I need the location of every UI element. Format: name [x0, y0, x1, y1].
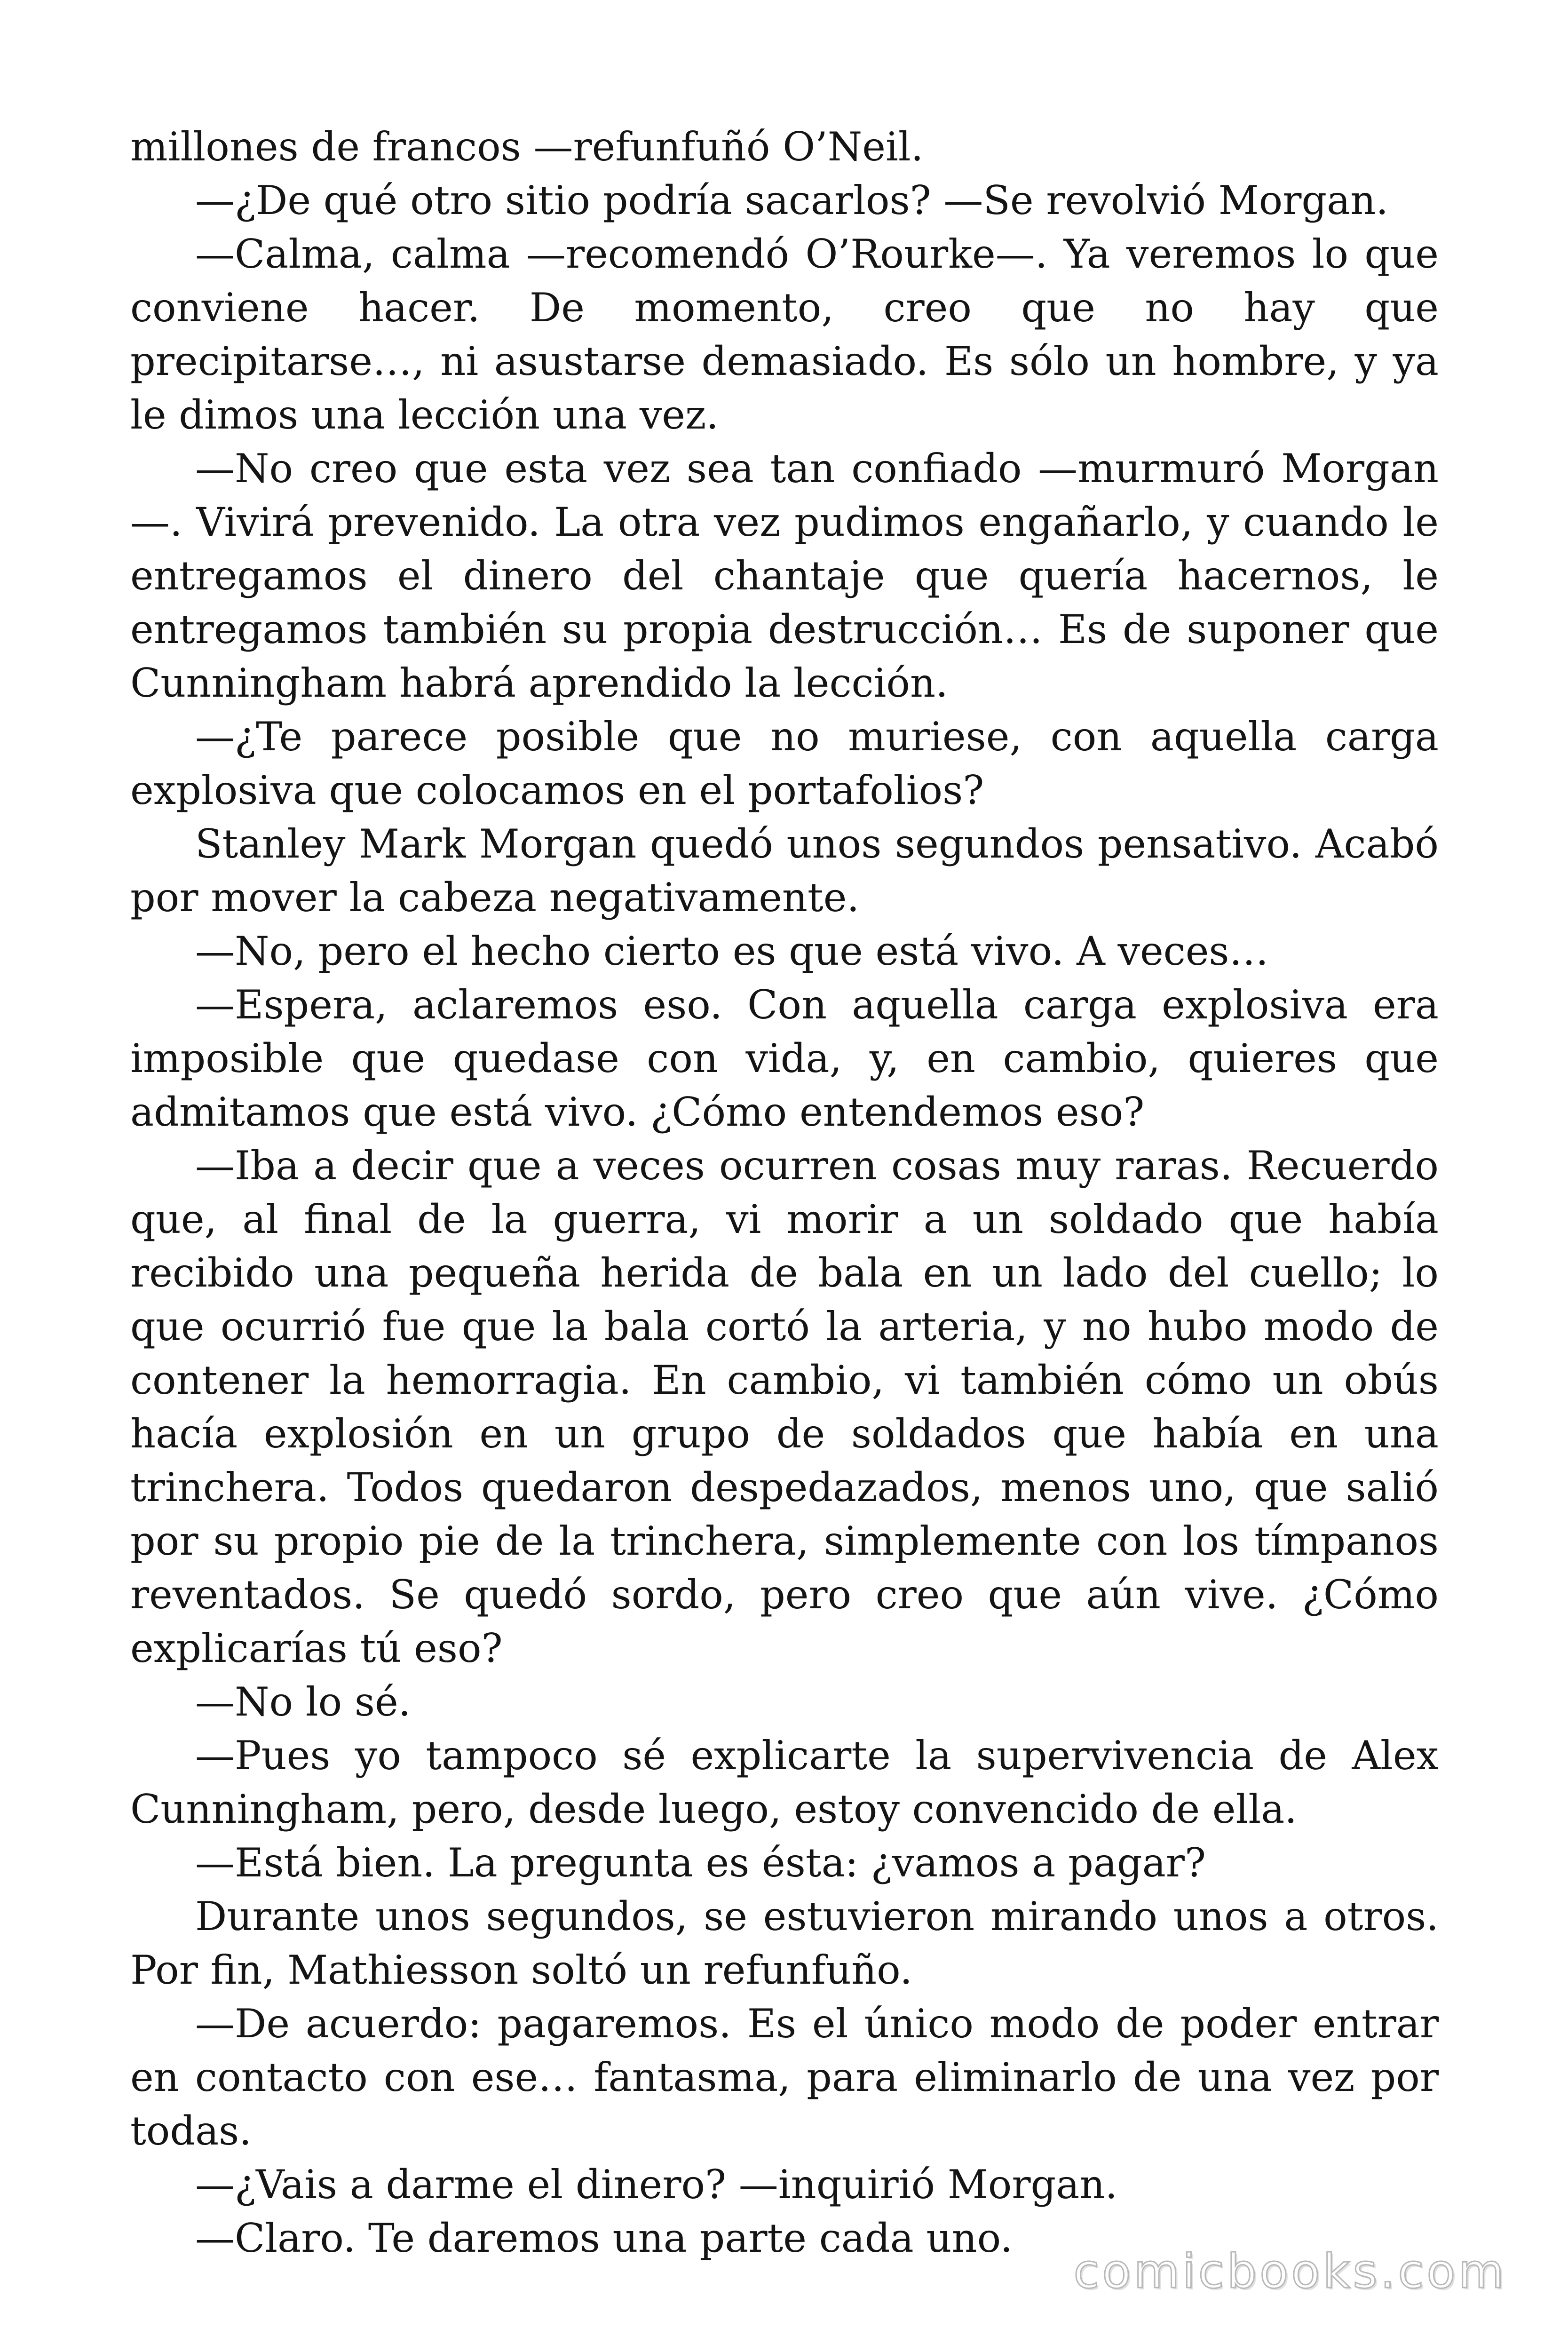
- paragraph: —Calma, calma —recomendó O’Rourke—. Ya veremos lo que conviene hacer. De momento, creo que no hay que precipitarse…, ni asustarse demasiado. Es sólo un hombre, y ya le dimos una lección una vez.: [130, 231, 1439, 438]
- paragraph: —No creo que esta vez sea tan confiado —murmuró Morgan—. Vivirá prevenido. La otra vez pudimos engañarlo, y cuando le entregamos el dinero del chantaje que quería hacernos, le entregamos también su propia destrucción… Es de suponer que Cunningham habrá aprendido la lección.: [130, 445, 1439, 706]
- paragraph: millones de francos —refunfuñó O’Neil.: [130, 124, 924, 170]
- paragraph: —¿Vais a darme el dinero? —inquirió Morgan.: [195, 2161, 1118, 2208]
- paragraph: —No lo sé.: [195, 1679, 411, 1725]
- paragraph: —Claro. Te daremos una parte cada uno.: [195, 2215, 1013, 2261]
- paragraph: —Está bien. La pregunta es ésta: ¿vamos a pagar?: [195, 1840, 1206, 1886]
- paragraph: —Iba a decir que a veces ocurren cosas muy raras. Recuerdo que, al final de la guerra, vi morir a un soldado que había recibido una pequeña herida de bala en un lado del cuello; lo que ocurrió fue que la bala cortó la arteria, y no hubo modo de contener la hemorragia. En cambio, vi también cómo un obús hacía explosión en un grupo de soldados que había en una trinchera. Todos quedaron despedazados, menos uno, que salió por su propio pie de la trinchera, simplemente con los tímpanos reventados. Se quedó sordo, pero creo que aún vive. ¿Cómo explicarías tú eso?: [130, 1143, 1439, 1671]
- body-text: [130, 120, 1439, 2265]
- watermark: comicbooks.com: [1073, 2244, 1507, 2299]
- paragraph: Stanley Mark Morgan quedó unos segundos pensativo. Acabó por mover la cabeza negativamente.: [130, 821, 1439, 921]
- paragraph: —Espera, aclaremos eso. Con aquella carga explosiva era imposible que quedase con vida, y, en cambio, quieres que admitamos que está vivo. ¿Cómo entendemos eso?: [130, 982, 1439, 1135]
- paragraph: —Pues yo tampoco sé explicarte la supervivencia de Alex Cunningham, pero, desde luego, estoy convencido de ella.: [130, 1732, 1439, 1832]
- paragraph: —¿De qué otro sitio podría sacarlos? —Se revolvió Morgan.: [195, 177, 1389, 223]
- paragraph: —No, pero el hecho cierto es que está vivo. A veces…: [195, 928, 1269, 974]
- paragraph: —De acuerdo: pagaremos. Es el único modo de poder entrar en contacto con ese… fantasma, para eliminarlo de una vez por todas.: [130, 2001, 1439, 2154]
- paragraph: Durante unos segundos, se estuvieron mirando unos a otros. Por fin, Mathiesson soltó un refunfuño.: [130, 1893, 1439, 1993]
- paragraph: —¿Te parece posible que no muriese, con aquella carga explosiva que colocamos en el portafolios?: [130, 714, 1439, 813]
